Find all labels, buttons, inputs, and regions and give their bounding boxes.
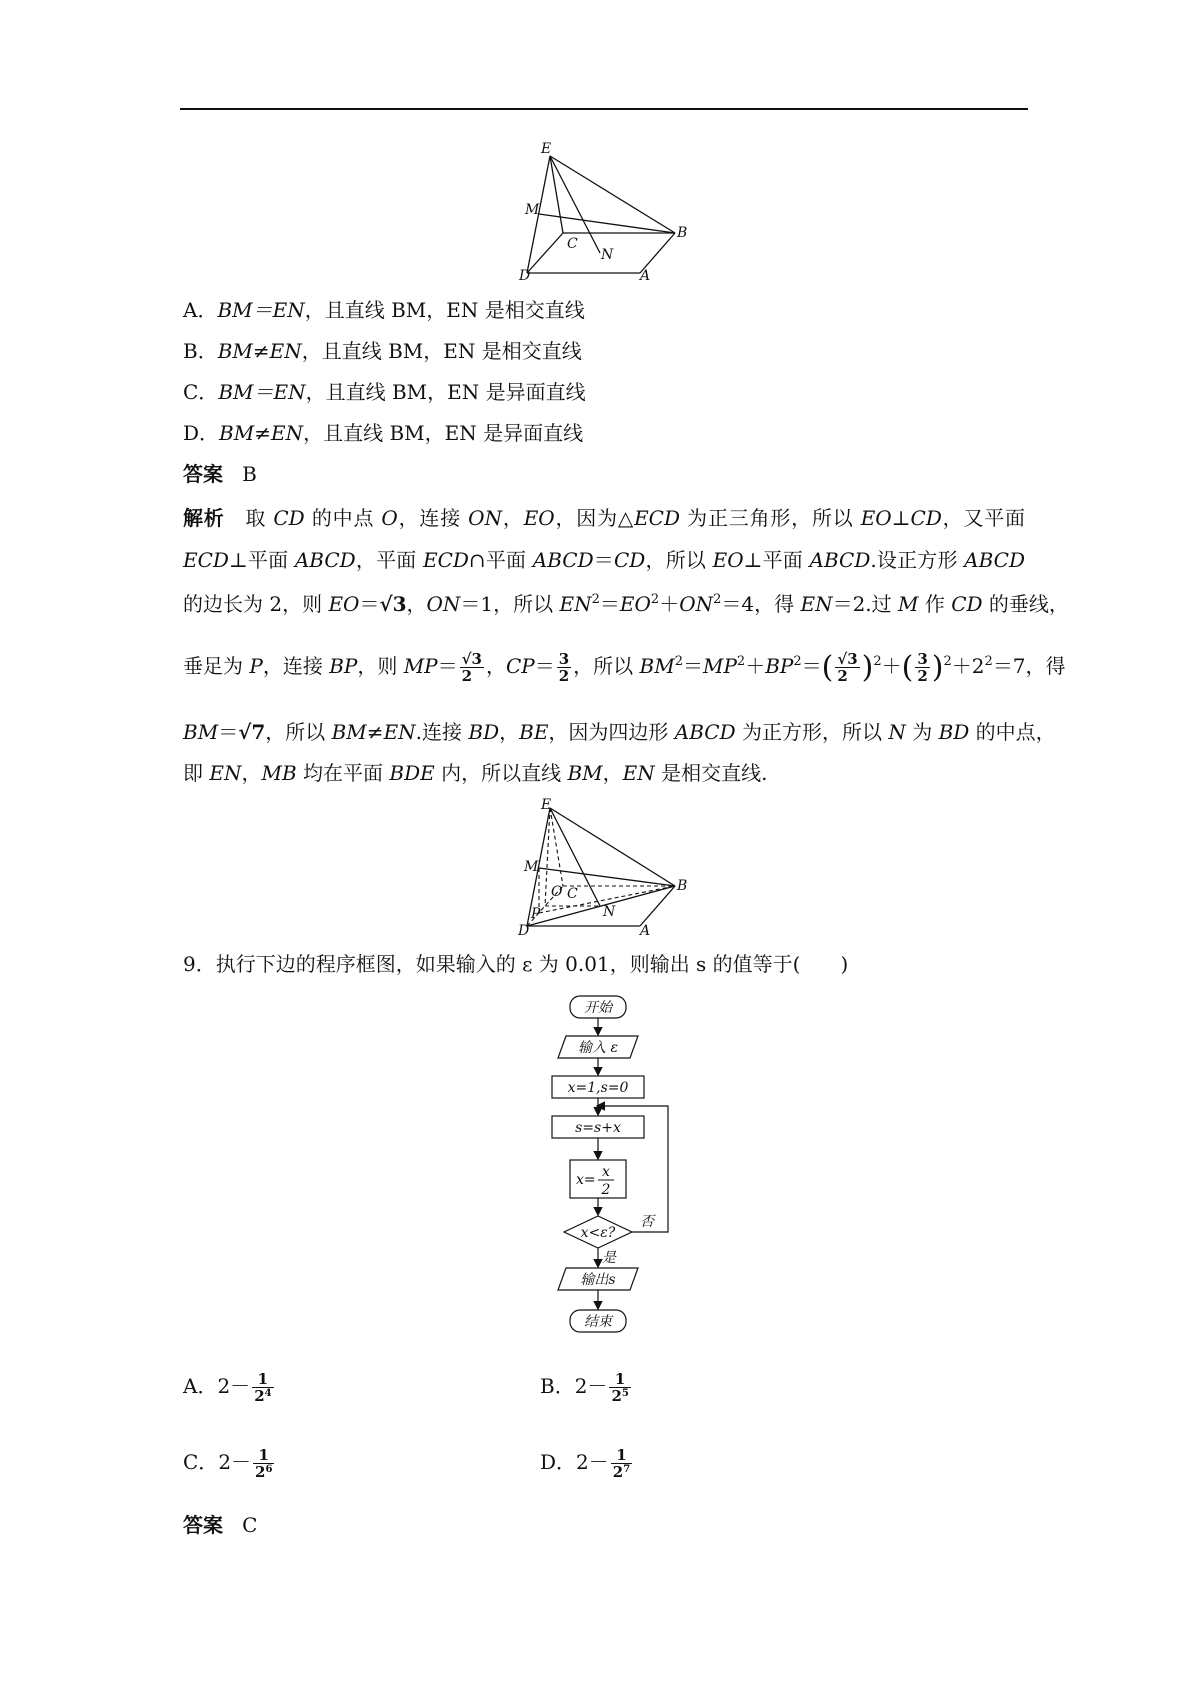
flow-update-x-den: 2 — [601, 1182, 611, 1198]
label2-m: M — [524, 859, 539, 875]
label2-a: A — [640, 923, 651, 938]
analysis-line-2: ECD⊥平面 ABCD，平面 ECD∩平面 ABCD＝CD，所以 EO⊥平面 ABCD.设正方形 ABCD — [183, 548, 1026, 572]
flow-update-x-num: x — [602, 1164, 610, 1180]
analysis-line-4: 垂足为 P，连接 BP，则 MP＝ $\frac{√3}{2}$ ，CP＝ $\frac{3}{2}$ ，所以 $BM^2=MP^2+BP^2=$( $\frac{√3}{2}$ )$^2$＋( $\frac{3}{2}$ )$^2+2^2=7$，得 — [183, 650, 1066, 685]
answer-8: 答案 B — [183, 462, 257, 486]
q9-option-c: C．2－ $\frac{1}{2^6}$ — [183, 1446, 273, 1481]
q9-option-b: B．2－ $\frac{1}{2^5}$ — [540, 1370, 629, 1405]
label-b: B — [677, 225, 688, 241]
flow-update-x-left: x= — [576, 1172, 596, 1188]
analysis-line-6: 即 EN，MB 均在平面 BDE 内，所以直线 BM，EN 是相交直线. — [183, 761, 768, 785]
flow-update-s: s=s+x — [575, 1120, 621, 1136]
option-b: B．BM≠EN，且直线 BM，EN 是相交直线 — [183, 339, 582, 363]
flow-cond: x<ε? — [580, 1225, 616, 1241]
flow-end: 结束 — [584, 1314, 612, 1330]
flow-start: 开始 — [584, 1000, 612, 1016]
flow-yes: 是 — [602, 1250, 616, 1266]
option-d: D．BM≠EN，且直线 BM，EN 是异面直线 — [183, 421, 584, 445]
analysis-line-1: 解析 取 CD 的中点 O，连接 ON，EO，因为△ECD 为正三角形，所以 EO⊥CD，又平面 — [183, 506, 1026, 530]
label-e: E — [541, 141, 552, 157]
option-c: C．BM＝EN，且直线 BM，EN 是异面直线 — [183, 380, 586, 404]
label-n: N — [601, 247, 614, 263]
figure-pyramid-1 — [515, 140, 695, 285]
flow-output: 输出s — [580, 1272, 616, 1288]
flow-init: x=1,s=0 — [567, 1080, 629, 1096]
label2-o: O — [551, 884, 563, 900]
label-m: M — [525, 202, 540, 218]
label2-n: N — [603, 904, 616, 920]
flowchart — [540, 992, 690, 1337]
analysis-line-5: BM＝√7，所以 BM≠EN.连接 BD，BE，因为四边形 ABCD 为正方形，所以 N 为 BD 的中点， — [183, 720, 1056, 744]
label2-p: P — [531, 906, 541, 922]
label-d: D — [519, 268, 531, 284]
option-a: A．BM＝EN，且直线 BM，EN 是相交直线 — [183, 298, 585, 322]
flow-input: 输入 ε — [578, 1040, 618, 1056]
q9-option-a: A．2－ $\frac{1}{2^4}$ — [183, 1370, 272, 1405]
figure-pyramid-2 — [515, 798, 695, 938]
header-rule — [180, 108, 1028, 110]
answer-9: 答案 C — [183, 1513, 258, 1537]
label-c: C — [567, 236, 578, 252]
q9-option-d: D．2－ $\frac{1}{2^7}$ — [540, 1446, 631, 1481]
analysis-line-3: 的边长为 2，则 EO＝√3，ON＝1，所以 $EN^2=EO^2+ON^2=4$，得 EN＝2.过 M 作 CD 的垂线， — [183, 592, 1069, 616]
label2-e: E — [541, 798, 552, 813]
label2-c: C — [567, 886, 578, 902]
label2-b: B — [677, 878, 688, 894]
label-a: A — [640, 268, 651, 284]
question-9-stem: 9．执行下边的程序框图，如果输入的 ε 为 0.01，则输出 s 的值等于( ) — [183, 952, 849, 976]
flow-no: 否 — [640, 1214, 654, 1230]
label2-d: D — [518, 923, 530, 938]
